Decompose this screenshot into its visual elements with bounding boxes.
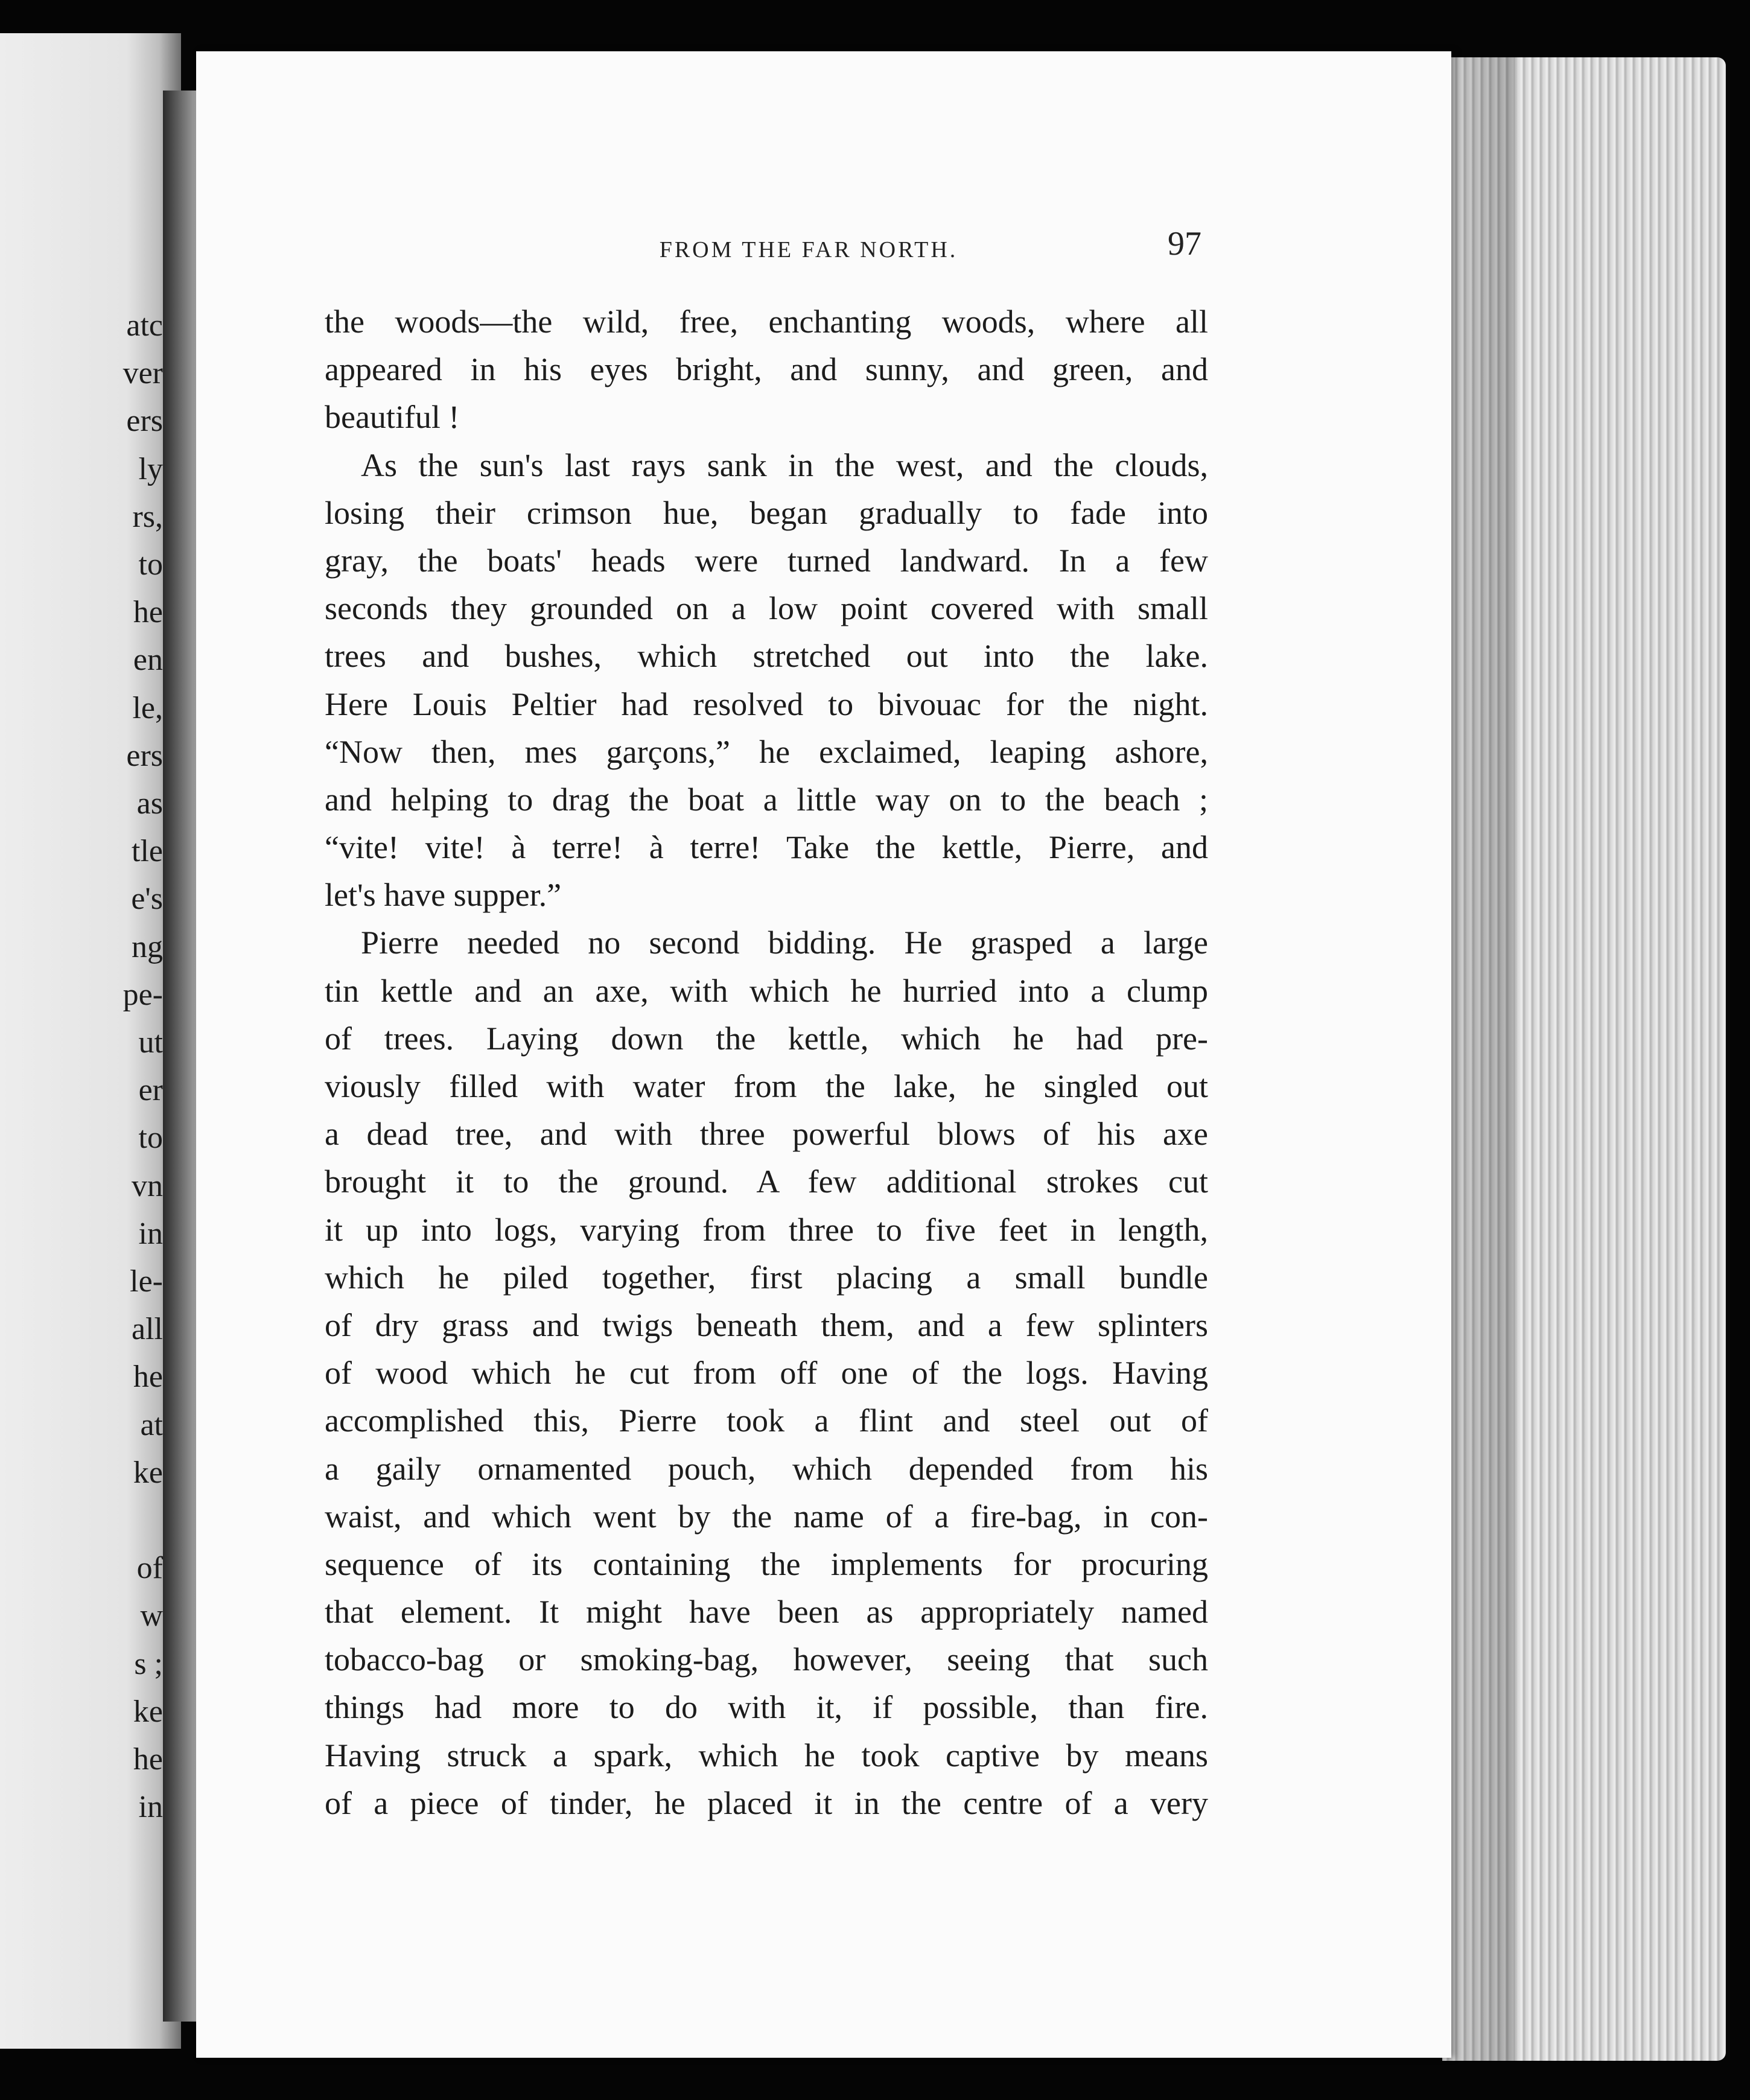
book-gutter: [163, 91, 199, 2022]
text-line: brought it to the ground. A few additional strokes cut: [325, 1163, 1208, 1200]
left-page-fragment: to: [138, 547, 163, 582]
text-line: Pierre needed no second bidding. He grasped a large: [361, 924, 1208, 961]
left-page-fragment: ut: [138, 1025, 163, 1060]
left-page-fragment: ers: [126, 738, 163, 773]
left-page-fragment: in: [138, 1216, 163, 1251]
left-page-fragment: ke: [133, 1455, 163, 1490]
text-line: beautiful !: [325, 399, 460, 436]
body-text: [325, 298, 1208, 1827]
left-page-fragment: at: [140, 1407, 163, 1442]
left-page-fragment: of: [136, 1551, 163, 1586]
text-line: of a piece of tinder, he placed it in the centre of a very: [325, 1784, 1208, 1821]
running-header: FROM THE FAR NORTH.: [659, 237, 958, 262]
left-page-fragment: he: [133, 1742, 163, 1777]
left-page-fragment: w: [140, 1599, 163, 1634]
text-line: a dead tree, and with three powerful blows of his axe: [325, 1116, 1208, 1153]
text-line: “vite! vite! à terre! à terre! Take the kettle, Pierre, and: [325, 829, 1208, 866]
left-page-fragment: ers: [126, 404, 163, 439]
text-line: things had more to do with it, if possible, than fire.: [325, 1689, 1208, 1726]
left-page-fragment: s ;: [134, 1646, 163, 1681]
text-line: losing their crimson hue, began gradually to fade into: [325, 494, 1208, 531]
text-line: appeared in his eyes bright, and sunny, and green, and: [325, 351, 1208, 388]
text-line: tin kettle and an axe, with which he hurried into a clump: [325, 972, 1208, 1009]
left-page-fragment: le,: [132, 690, 163, 725]
left-page-fragment: he: [133, 1360, 163, 1395]
left-page-fragment: e's: [131, 882, 163, 917]
left-page: [0, 33, 181, 2049]
text-line: gray, the boats' heads were turned landward. In a few: [325, 542, 1208, 579]
text-line: a gaily ornamented pouch, which depended from his: [325, 1450, 1208, 1487]
text-line: As the sun's last rays sank in the west, and the clouds,: [361, 447, 1208, 483]
left-page-fragment: ver: [122, 356, 163, 391]
text-line: let's have supper.”: [325, 877, 562, 914]
left-page-fragment: to: [138, 1121, 163, 1156]
text-line: waist, and which went by the name of a fire-bag, in con-: [325, 1498, 1208, 1535]
text-line: trees and bushes, which stretched out into the lake.: [325, 638, 1208, 675]
left-page-fragment: as: [136, 786, 163, 821]
text-line: Here Louis Peltier had resolved to bivouac for the night.: [325, 686, 1208, 722]
left-page-fragment: pe-: [122, 977, 163, 1012]
left-page-fragment: rs,: [132, 499, 163, 534]
text-line: which he piled together, first placing a small bundle: [325, 1259, 1208, 1296]
text-line: the woods—the wild, free, enchanting woods, where all: [325, 304, 1208, 340]
text-line: of dry grass and twigs beneath them, and a few splinters: [325, 1306, 1208, 1343]
text-line: Having struck a spark, which he took captive by means: [325, 1737, 1208, 1774]
text-line: tobacco-bag or smoking-bag, however, seeing that such: [325, 1641, 1208, 1678]
page-edges-shadow: [1442, 57, 1515, 2061]
text-line: of trees. Laying down the kettle, which he had pre-: [325, 1020, 1208, 1057]
text-line: and helping to drag the boat a little way on to the beach ;: [325, 781, 1208, 818]
text-line: sequence of its containing the implements for procuring: [325, 1545, 1208, 1582]
page-number: 97: [1168, 225, 1201, 262]
text-line: “Now then, mes garçons,” he exclaimed, leaping ashore,: [325, 733, 1208, 770]
text-line: it up into logs, varying from three to five feet in length,: [325, 1211, 1208, 1248]
left-page-fragment: in: [138, 1790, 163, 1825]
text-line: of wood which he cut from off one of the logs. Having: [325, 1355, 1208, 1392]
left-page-fragment: ng: [132, 929, 163, 964]
text-line: seconds they grounded on a low point covered with small: [325, 590, 1208, 627]
left-page-fragment: ke: [133, 1694, 163, 1729]
left-page-fragment: ly: [138, 451, 163, 486]
left-page-fragment: er: [138, 1073, 163, 1108]
text-line: that element. It might have been as appropriately named: [325, 1594, 1208, 1631]
left-page-fragment: all: [132, 1312, 163, 1347]
left-page-fragment: atc: [126, 308, 163, 343]
text-line: viously filled with water from the lake, he singled out: [325, 1068, 1208, 1104]
text-line: accomplished this, Pierre took a flint and steel out of: [325, 1402, 1208, 1439]
left-page-fragment: vn: [132, 1168, 163, 1203]
left-page-fragment: tle: [132, 834, 163, 869]
left-page-fragment: le-: [130, 1264, 163, 1299]
left-page-fragment: en: [133, 643, 163, 678]
left-page-fragment: he: [133, 595, 163, 630]
